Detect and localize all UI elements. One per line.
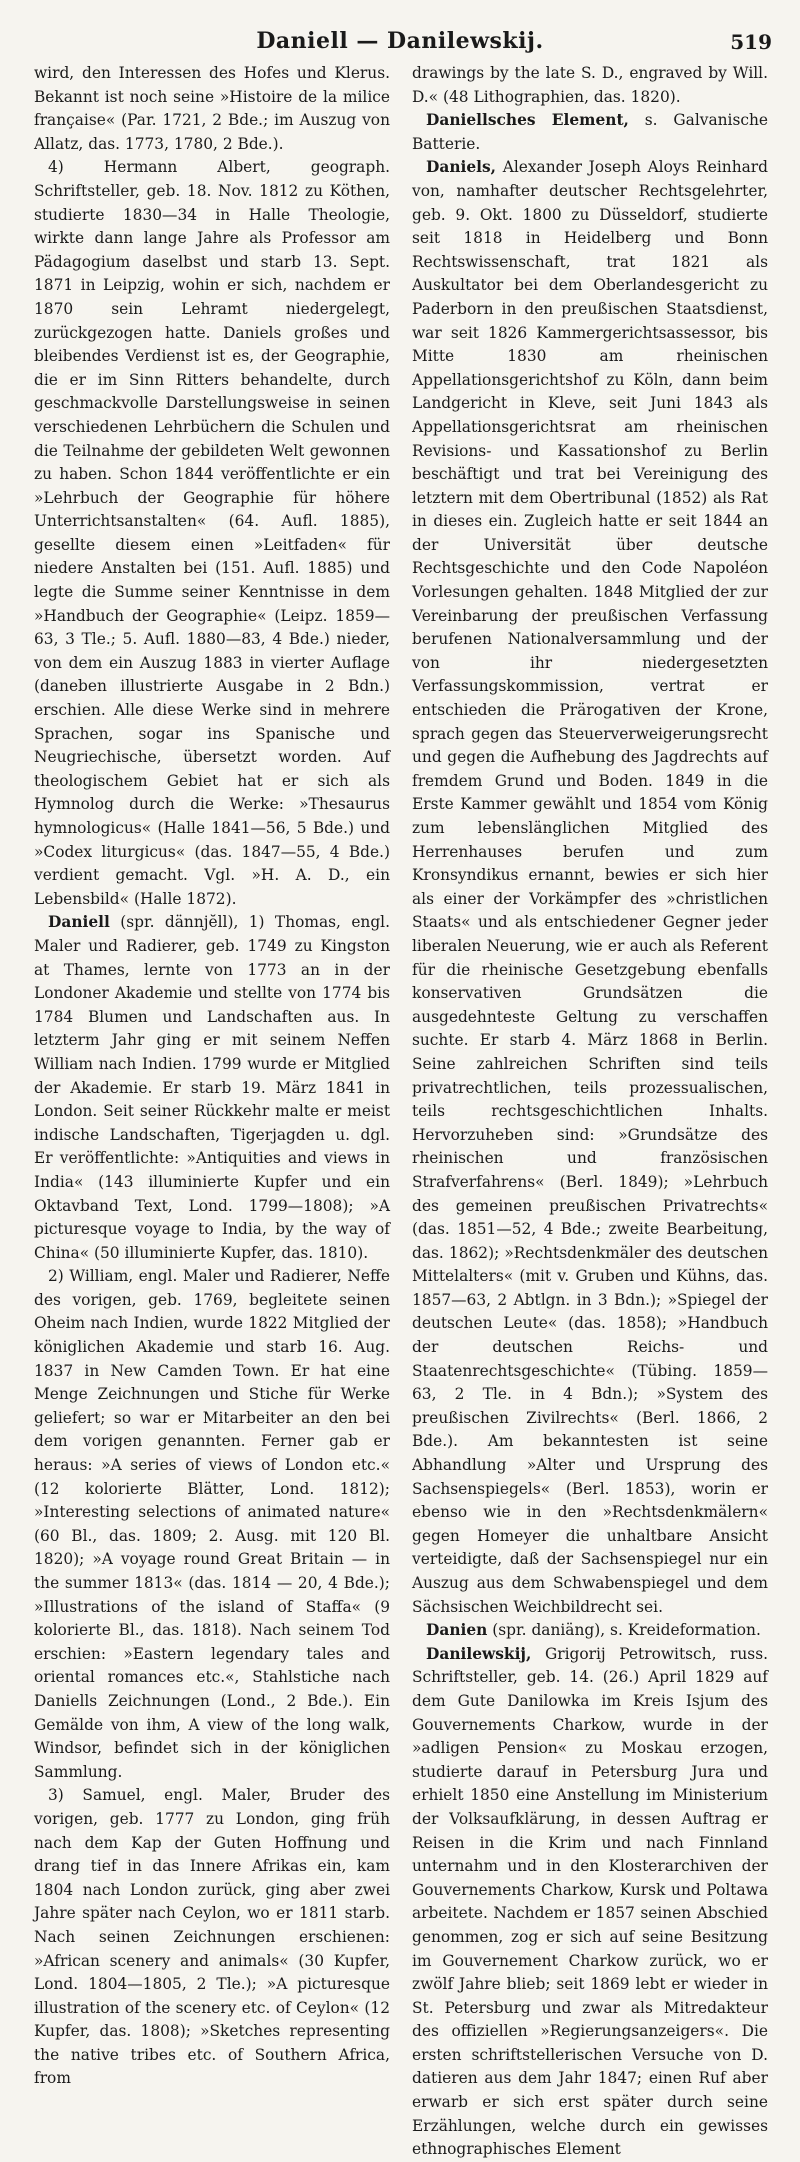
- pronunciation: (spr. dännjĕll),: [109, 913, 249, 932]
- entry-headword: Daniels,: [426, 158, 497, 177]
- entry-headword: Danien: [426, 1621, 488, 1640]
- entry-headword: Danilewskij,: [426, 1644, 532, 1663]
- entry-danilewskij: [412, 1643, 768, 2162]
- entry-body: Grigorij Petrowitsch, russ. Schriftsteller, geb. 14. (26.) April 1829 auf dem Gute Danilowka im Kreis Isjum des Gouvernements Charkow, wurde in der »adligen Pension« zu Moskau erzogen, studierte darauf in Petersburg Jura und erhielt 1850 eine Anstellung im Ministerium der Volksaufklärung, in dessen Auftrag er Reisen in die Krim und nach Finnland unternahm und in den Klosterarchiven der Gouvernements Charkow, Kursk und Poltawa arbeitete. Nachdem er 1857 seinen Abschied genommen, zog er sich auf seine Besitzung im Gouvernement Charkow zurück, wo er zwölf Jahre blieb; seit 1869 lebt er wieder in St. Petersburg und zwar als Mitredakteur des offiziellen »Regierungsanzeigers«. Die ersten schriftstellerischen Versuche von D. datieren aus dem Jahr 1847; einen Ruf aber erwarb er sich erst später durch seine Erzählungen, welche durch ein gewisses ethnographisches Element: [412, 1644, 768, 2159]
- entry-hermann-albert: 4) Hermann Albert, geograph. Schriftsteller, geb. 18. Nov. 1812 zu Köthen, studierte 1830—34 in Halle Theologie, wirkte dann lange Jahre als Professor am Pädagogium daselbst und starb 13. Sept. 1871 in Leipzig, wohin er sich, nachdem er 1870 sein Lehramt niedergelegt, zurückgezogen hatte. Daniels großes und bleibendes Verdienst ist es, der Geographie, die er im Sinn Ritters behandelte, durch geschmackvolle Darstellungsweise in seinen verschiedenen Lehrbüchern die Schulen und die Teilnahme der gebildeten Welt gewonnen zu haben. Schon 1844 veröffentlichte er ein »Lehrbuch der Geographie für höhere Unterrichtsanstalten« (64. Aufl. 1885), gesellte diesem einen »Leitfaden« für niedere Anstalten bei (151. Aufl. 1885) und legte die Summe seiner Kenntnisse in dem »Handbuch der Geographie« (Leipz. 1859—63, 3 Tle.; 5. Aufl. 1880—83, 4 Bde.) nieder, von dem ein Auszug 1883 in vierter Auflage (daneben illustrierte Ausgabe in 2 Bdn.) erschien. Alle diese Werke sind in mehrere Sprachen, sogar ins Spanische und Neugriechische, übersetzt worden. Auf theologischem Gebiet hat er sich als Hymnolog durch die Werke: »Thesaurus hymnologicus« (Halle 1841—56, 5 Bde.) und »Codex liturgicus« (das. 1847—55, 4 Bde.) verdient gemacht. Vgl. »H. A. D., ein Lebensbild« (Halle 1872).: [34, 158, 390, 908]
- entry-headword: Daniell: [48, 913, 110, 932]
- entry-continuation: wird, den Interessen des Hofes und Klerus. Bekannt ist noch seine »Histoire de la milice française« (Par. 1721, 2 Bde.; im Auszug von Allatz, das. 1773, 1780, 2 Bde.).: [34, 64, 390, 153]
- page-number: 519: [730, 30, 772, 54]
- entry-danien: [412, 1619, 768, 1643]
- entry-headword: Daniellsches Element,: [426, 111, 629, 130]
- entry-samuel: 3) Samuel, engl. Maler, Bruder des vorigen, geb. 1777 zu London, ging früh nach dem Kap der Guten Hoffnung und drang tief in das Innere Afrikas ein, kam 1804 nach London zurück, ging aber zwei Jahre später nach Ceylon, wo er 1811 starb. Nach seinen Zeichnungen erschienen: »African scenery and animals« (30 Kupfer, Lond. 1804—1805, 2 Tle.); »A picturesque illustration of the scenery etc. of Ceylon« (12 Kupfer, das. 1808); »Sketches representing the native tribes etc. of Southern Africa, from: [34, 1786, 390, 2088]
- right-column: [412, 62, 768, 2159]
- entry-daniell: [34, 911, 390, 1265]
- entry-body: s. Kreideformation.: [610, 1621, 761, 1640]
- left-column: [34, 62, 390, 2088]
- page-header: [0, 22, 800, 56]
- entry-body: 1) Thomas, engl. Maler und Radierer, geb. 1749 zu Kingston at Thames, lernte von 1773 an in der Londoner Akademie und stellte von 1774 bis 1784 Blumen und Landschaften aus. In letzterm Jahr ging er mit seinem Neffen William nach Indien. 1799 wurde er Mitglied der Akademie. Er starb 19. März 1841 in London. Seit seiner Rückkehr malte er meist indische Landschaften, Tigerjagden u. dgl. Er veröffentlichte: »Antiquities and views in India« (143 illuminierte Kupfer und ein Oktavband Text, Lond. 1799—1808); »A picturesque voyage to India, by the way of China« (50 illuminierte Kupfer, das. 1810).: [34, 913, 390, 1262]
- running-head: Daniell — Danilewskij.: [256, 28, 544, 54]
- entry-body: s. Galvanische Batterie.: [412, 111, 768, 153]
- entry-william: 2) William, engl. Maler und Radierer, Neffe des vorigen, geb. 1769, begleitete seinen Oheim nach Indien, wurde 1822 Mitglied der königlichen Akademie und starb 16. Aug. 1837 in New Camden Town. Er hat eine Menge Zeichnungen und Stiche für Werke geliefert; so war er Mitarbeiter an den bei dem vorigen genannten. Ferner gab er heraus: »A series of views of London etc.« (12 kolorierte Blätter, Lond. 1812); »Interesting selections of animated nature« (60 Bl., das. 1809; 2. Ausg. mit 120 Bl. 1820); »A voyage round Great Britain — in the summer 1813« (das. 1814 — 20, 4 Bde.); »Illustrations of the island of Staffa« (9 kolorierte Bl., das. 1818). Nach seinem Tod erschien: »Eastern legendary tales and oriental romances etc.«, Stahlstiche nach Daniells Zeichnungen (Lond., 2 Bde.). Ein Gemälde von ihm, A view of the long walk, Windsor, befindet sich in der königlichen Sammlung.: [34, 1267, 390, 1781]
- entry-daniels: [412, 156, 768, 1619]
- entry-body: Alexander Joseph Aloys Reinhard von, namhafter deutscher Rechtsgelehrter, geb. 9. Okt. 1800 zu Düsseldorf, studierte seit 1818 in Heidelberg und Bonn Rechtswissenschaft, trat 1821 als Auskultator bei dem Oberlandesgericht zu Paderborn in den preußischen Staatsdienst, war seit 1826 Kammergerichtsassessor, bis Mitte 1830 am rheinischen Appellationsgerichtshof zu Köln, dann beim Landgericht in Kleve, seit Juni 1843 als Appellationsgerichtsrat am rheinischen Revisions- und Kassationshof zu Berlin beschäftigt und trat bei Vereinigung des letztern mit dem Obertribunal (1852) als Rat in dieses ein. Zugleich hatte er seit 1844 an der Universität über deutsche Rechtsgeschichte und den Code Napoléon Vorlesungen gehalten. 1848 Mitglied der zur Vereinbarung der preußischen Verfassung berufenen Nationalversammlung und der von ihr niedergesetzten Verfassungskommission, vertrat er entschieden die Prärogativen der Krone, sprach gegen das Steuerverweigerungsrecht und gegen die Aufhebung des Jagdrechts auf fremdem Grund und Boden. 1849 in die Erste Kammer gewählt und 1854 vom König zum lebenslänglichen Mitglied des Herrenhauses berufen und zum Kronsyndikus ernannt, bewies er sich hier als einer der Vorkämpfer des »christlichen Staats« und als entschiedener Gegner jeder liberalen Neuerung, wie er auch als Referent für die rheinische Gesetzgebung ebenfalls konservativen Grundsätzen die ausgedehnteste Geltung zu verschaffen suchte. Er starb 4. März 1868 in Berlin. Seine zahlreichen Schriften sind teils privatrechtlichen, teils prozessualischen, teils rechtsgeschichtlichen Inhalts. Hervorzuheben sind: »Grundsätze des rheinischen und französischen Strafverfahrens« (Berl. 1849); »Lehrbuch des gemeinen preußischen Privatrechts« (das. 1851—52, 4 Bde.; zweite Bearbeitung, das. 1862); »Rechtsdenkmäler des deutschen Mittelalters« (mit v. Gruben und Kühns, das. 1857—63, 2 Abtlgn. in 3 Bdn.); »Spiegel der deutschen Leute« (das. 1858); »Handbuch der deutschen Reichs- und Staatenrechtsgeschichte« (Tübing. 1859—63, 2 Tle. in 4 Bdn.); »System des preußischen Zivilrechts« (Berl. 1866, 2 Bde.). Am bekanntesten ist seine Abhandlung »Alter und Ursprung des Sachsenspiegels« (Berl. 1853), worin er ebenso wie in den »Rechtsdenkmälern« gegen Homeyer die unhaltbare Ansicht verteidigte, daß der Sachsenspiegel nur ein Auszug aus dem Schwabenspiegel und dem Sächsischen Weichbildrecht sei.: [412, 158, 768, 1616]
- entry-continuation: drawings by the late S. D., engraved by Will. D.« (48 Lithographien, das. 1820).: [412, 64, 768, 106]
- entry-daniellsches-element: [412, 109, 768, 156]
- pronunciation: (spr. daniäng),: [487, 1621, 611, 1640]
